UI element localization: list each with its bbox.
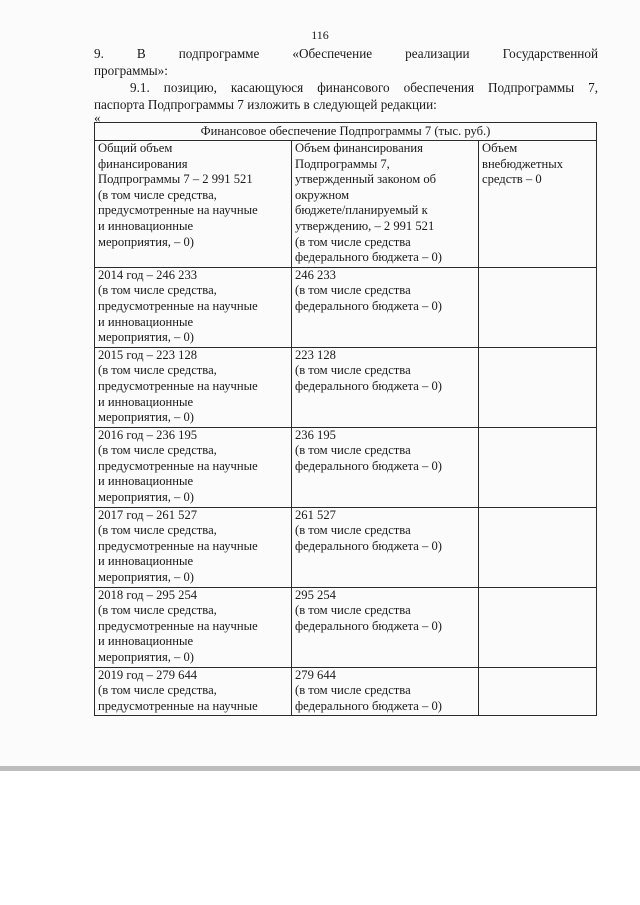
row-year-total-text: 2019 год – 279 644 (в том числе средства, предусмотренные на научные xyxy=(98,667,258,713)
row-federal-text: 279 644 (в том числе средства федерального бюджета – 0) xyxy=(295,667,442,713)
row-extra xyxy=(479,427,597,507)
header-federal-financing xyxy=(292,141,479,268)
paragraph-9-1-line-2: паспорта Подпрограммы 7 изложить в следующей редакции: xyxy=(94,97,437,112)
row-year-total-text: 2014 год – 246 233 (в том числе средства, предусмотренные на научные и инновационные мероприятия, – 0) xyxy=(98,267,258,345)
row-extra xyxy=(479,347,597,427)
row-year-total-text: 2015 год – 223 128 (в том числе средства, предусмотренные на научные и инновационные мероприятия, – 0) xyxy=(98,347,258,425)
row-extra xyxy=(479,267,597,347)
row-federal-text: 223 128 (в том числе средства федерального бюджета – 0) xyxy=(295,347,442,393)
row-year-total xyxy=(95,427,292,507)
row-federal xyxy=(292,267,479,347)
row-year-total xyxy=(95,267,292,347)
header-extrabudgetary xyxy=(479,141,597,268)
row-year-total-text: 2018 год – 295 254 (в том числе средства, предусмотренные на научные и инновационные мероприятия, – 0) xyxy=(98,587,258,664)
paragraph-9-line-2: программы»: xyxy=(94,63,168,78)
paragraph-9-1-line-1: 9.1. позицию, касающуюся финансового обеспечения Подпрограммы 7, xyxy=(130,80,598,95)
row-federal xyxy=(292,667,479,716)
table-caption-row xyxy=(95,123,597,141)
row-extra xyxy=(479,667,597,716)
table-row xyxy=(95,347,597,427)
row-federal-text: 261 527 (в том числе средства федерального бюджета – 0) xyxy=(295,507,442,553)
row-year-total xyxy=(95,587,292,667)
table-row xyxy=(95,267,597,347)
row-extra xyxy=(479,587,597,667)
row-federal xyxy=(292,347,479,427)
row-federal xyxy=(292,507,479,587)
opening-quote-mark: « xyxy=(94,110,101,125)
row-federal-text: 246 233 (в том числе средства федерального бюджета – 0) xyxy=(295,267,442,313)
header-total-financing-text: Общий объем финансирования Подпрограммы 7 – 2 991 521 (в том числе средства, предусмотренные на научные и инновационные мероприятия, – 0) xyxy=(98,141,258,249)
page-number: 116 xyxy=(311,28,329,42)
row-year-total xyxy=(95,507,292,587)
table-row xyxy=(95,427,597,507)
header-federal-financing-text: Объем финансирования Подпрограммы 7, утвержденный законом об окружном бюджете/планируемый к утверждению, – 2 991 521 (в том числе средства федерального бюджета – 0) xyxy=(295,141,442,265)
row-federal-text: 295 254 (в том числе средства федерального бюджета – 0) xyxy=(295,587,442,633)
table-row xyxy=(95,667,597,716)
row-extra xyxy=(479,507,597,587)
table-caption: Финансовое обеспечение Подпрограммы 7 (тыс. руб.) xyxy=(95,123,597,141)
header-extrabudgetary-text: Объем внебюджетных средств – 0 xyxy=(482,141,563,187)
row-year-total-text: 2017 год – 261 527 (в том числе средства, предусмотренные на научные и инновационные мероприятия, – 0) xyxy=(98,507,258,585)
table-row xyxy=(95,587,597,667)
row-year-total-text: 2016 год – 236 195 (в том числе средства, предусмотренные на научные и инновационные мероприятия, – 0) xyxy=(98,427,258,505)
row-year-total xyxy=(95,667,292,716)
row-year-total xyxy=(95,347,292,427)
row-federal xyxy=(292,427,479,507)
header-total-financing xyxy=(95,141,292,268)
row-federal-text: 236 195 (в том числе средства федерального бюджета – 0) xyxy=(295,427,442,473)
table-row xyxy=(95,507,597,587)
paragraph-9-line-1: 9. В подпрограмме «Обеспечение реализации Государственной xyxy=(94,46,598,61)
scan-bottom-edge xyxy=(0,766,640,771)
row-federal xyxy=(292,587,479,667)
table-header-row xyxy=(95,141,597,268)
financing-table xyxy=(94,122,597,716)
